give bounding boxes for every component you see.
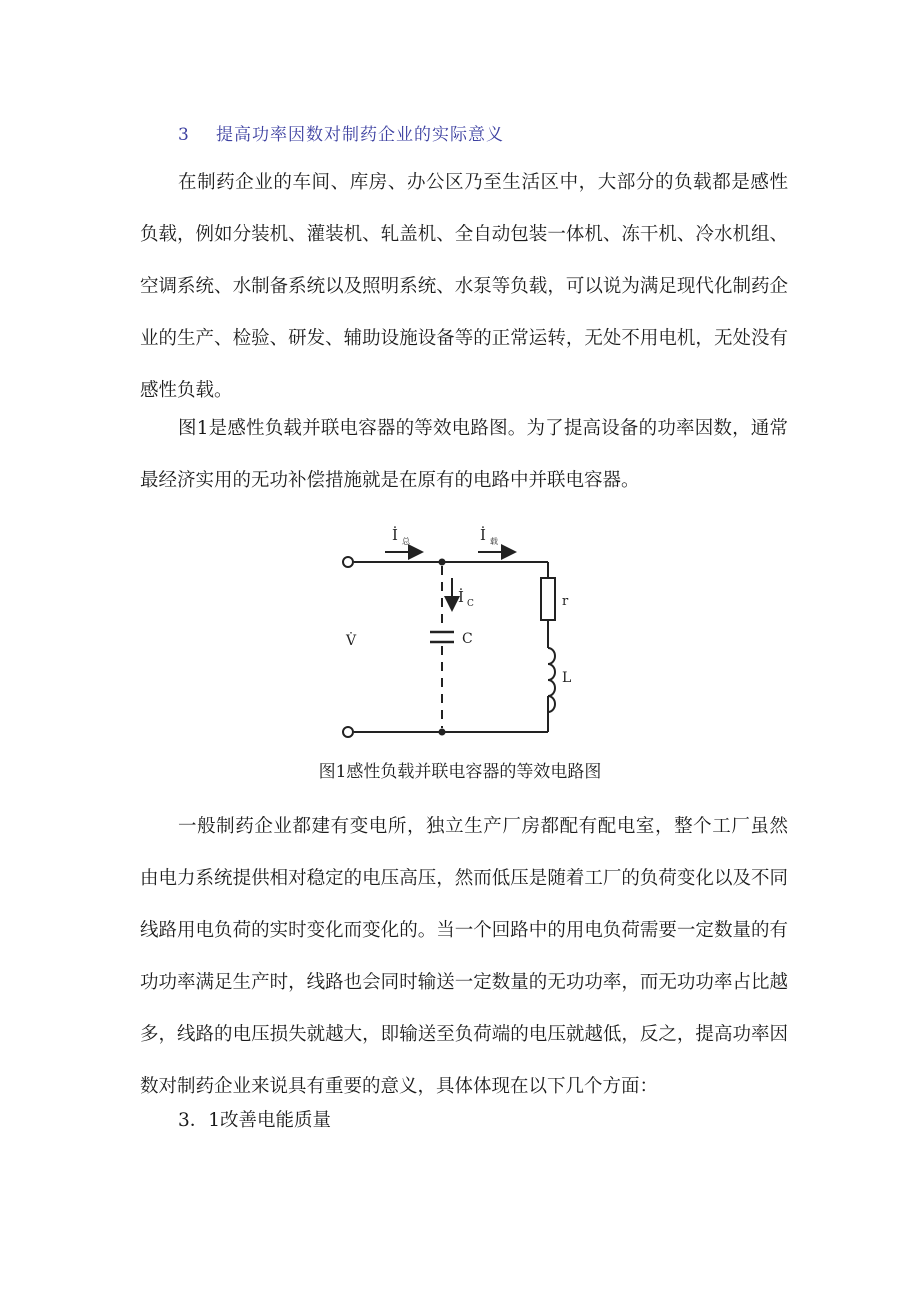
circuit-svg	[330, 510, 590, 750]
i-load-label: İ	[480, 526, 486, 544]
subsection-heading: 3．1改善电能质量	[178, 1110, 332, 1131]
top-junction	[439, 559, 446, 566]
voltage-label: V̇	[346, 633, 357, 649]
figure-caption: 图1感性负载并联电容器的等效电路图	[318, 762, 602, 782]
i-total-subscript: 总	[402, 537, 410, 546]
resistor-label: r	[562, 594, 569, 609]
bottom-junction	[439, 729, 446, 736]
ic-subscript: C	[467, 599, 474, 609]
section-number: 3	[178, 125, 190, 145]
paragraph-inductive-loads: 在制药企业的车间、库房、办公区乃至生活区中，大部分的负载都是感性负载，例如分装机、灌装机、轧盖机、全自动包装一体机、冻干机、冷水机组、空调系统、水制备系统以及照明系统、水泵等负载，可以说为满足现代化制药企业的生产、检验、研发、辅助设施设备等的正常运转，无处不用电机，无处没有感性负载。	[140, 172, 788, 401]
ic-label: İ	[458, 588, 464, 606]
section-title: 提高功率因数对制药企业的实际意义	[216, 125, 504, 145]
capacitor-label: C	[462, 631, 473, 647]
paragraph-power-factor-significance: 一般制药企业都建有变电所，独立生产厂房都配有配电室，整个工厂虽然由电力系统提供相对稳定的电压高压，然而低压是随着工厂的负荷变化以及不同线路用电负荷的实时变化而变化的。当一个回路中的用电负荷需要一定数量的有功功率满足生产时，线路也会同时输送一定数量的无功功率，而无功功率占比越多，线路的电压损失就越大，即输送至负荷端的电压就越低，反之，提高功率因数对制药企业来说具有重要的意义，具体体现在以下几个方面：	[140, 816, 788, 1097]
bottom-terminal	[343, 727, 353, 737]
i-total-label: İ	[392, 526, 398, 544]
top-terminal	[343, 557, 353, 567]
section-heading	[178, 120, 504, 145]
paragraph-figure-intro: 图1是感性负载并联电容器的等效电路图。为了提高设备的功率因数，通常最经济实用的无功补偿措施就是在原有的电路中并联电容器。	[140, 418, 788, 491]
i-load-subscript: 载	[490, 537, 498, 546]
circuit-diagram	[330, 510, 590, 750]
resistor-symbol	[541, 578, 555, 620]
inductor-symbol	[548, 648, 555, 712]
inductor-label: L	[562, 670, 572, 686]
